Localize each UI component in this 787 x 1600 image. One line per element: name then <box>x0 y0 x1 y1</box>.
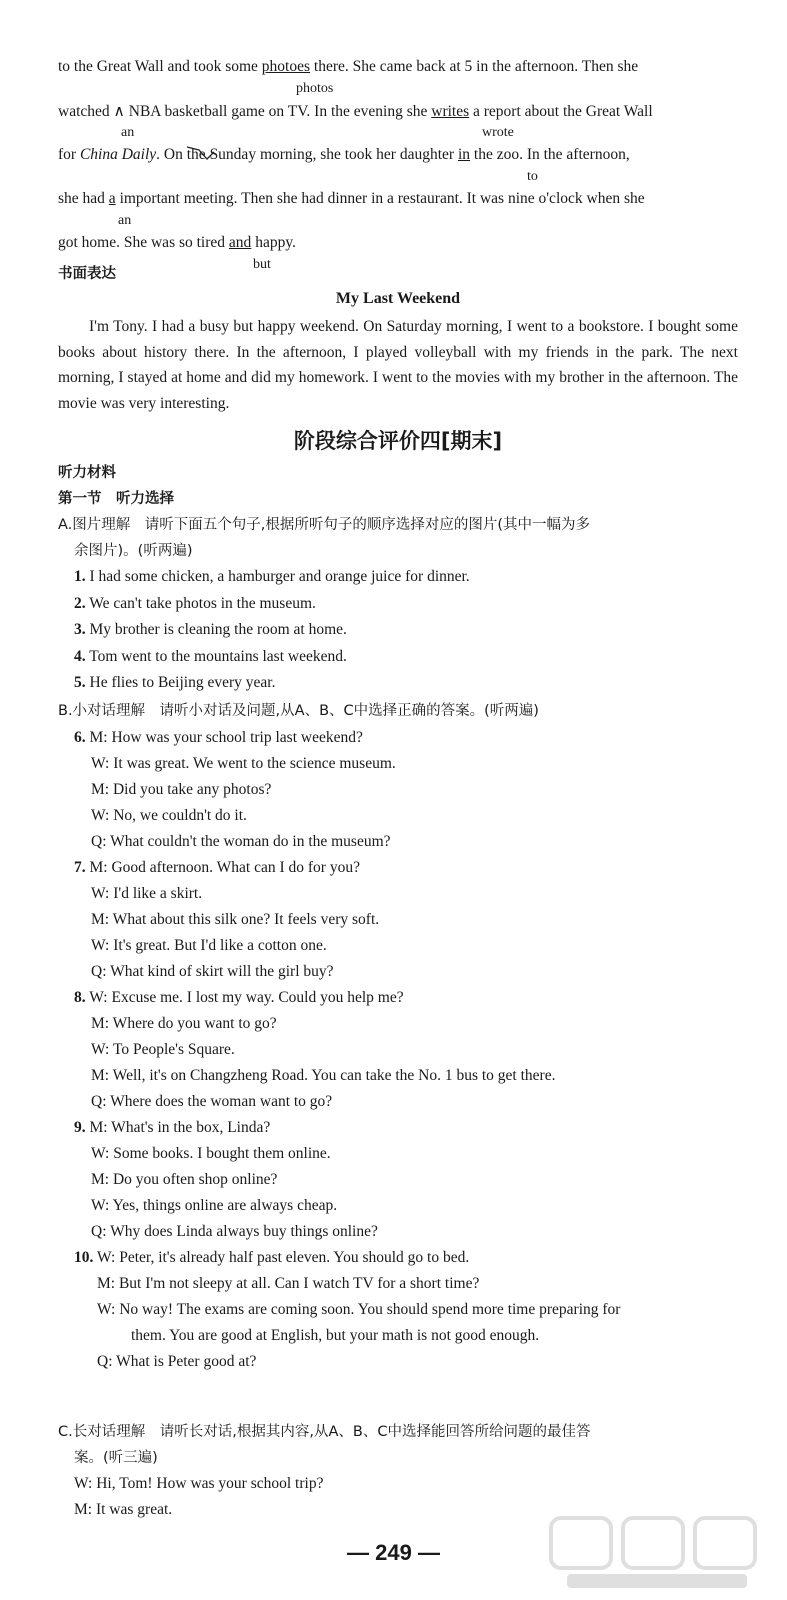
item-number: 6. <box>74 729 86 746</box>
listening-sentence <box>74 646 347 668</box>
dialogue-text: W: It was great. We went to the science museum. <box>91 755 396 772</box>
dialogue-text: W: No, we couldn't do it. <box>91 807 247 824</box>
dialogue-line <box>74 727 363 749</box>
dialogue-text: Q: What kind of skirt will the girl buy? <box>91 963 334 980</box>
dialogue-line <box>74 857 360 879</box>
sentence-text: He flies to Beijing every year. <box>85 674 276 691</box>
dialogue-line <box>91 805 247 827</box>
item-number: 3. <box>74 621 86 638</box>
dialogue-text: M: Where do you want to go? <box>91 1015 277 1032</box>
dialogue-text: M: Did you take any photos? <box>91 781 272 798</box>
dialogue-line <box>97 1273 479 1295</box>
dialogue-text: M: What's in the box, Linda? <box>89 1119 271 1136</box>
dialogue-line <box>91 935 327 957</box>
error-word: photoes <box>261 58 311 75</box>
watermark-logo-icon <box>547 1512 767 1592</box>
dialogue-line: W: Hi, Tom! How was your school trip? <box>74 1475 324 1492</box>
listening-label: 听力材料 <box>58 465 116 481</box>
error-word: writes <box>431 103 470 120</box>
listening-sentence <box>74 672 275 694</box>
dialogue-line <box>91 1221 378 1243</box>
sentence-text: We can't take photos in the museum. <box>85 594 316 612</box>
dialogue-text: W: To People's Square. <box>91 1041 235 1058</box>
dialogue-text: W: No way! The exams are coming soon. You should spend more time preparing for <box>97 1301 621 1318</box>
dialogue-line <box>74 1117 270 1139</box>
correction-line-4: she had a important meeting. Then she had dinner in a restaurant. It was nine o'clock when she an <box>58 188 738 232</box>
dialogue-line <box>91 1169 277 1191</box>
dialogue-text: Q: What is Peter good at? <box>97 1353 257 1370</box>
error-word: in <box>457 146 471 163</box>
dialogue-text: them. You are good at English, but your math is not good enough. <box>131 1327 540 1344</box>
essay-body: I'm Tony. I had a busy but happy weekend. On Saturday morning, I went to a bookstore. I bought some books about history there. In the afternoon, I played volleyball with my friends in the park. The next morning, I stayed at home and did my homework. I went to the movies with my brother in the afternoon. The movie was very interesting. <box>58 318 738 412</box>
listening-sentence <box>74 566 470 588</box>
correction-word: wrote <box>482 125 514 140</box>
section-c-instruction: C.长对话理解 请听长对话,根据其内容,从A、B、C中选择能回答所给问题的最佳答 <box>58 1424 591 1440</box>
correction-word: an <box>121 125 135 140</box>
listening-sentence <box>74 593 316 615</box>
dialogue-line <box>91 1091 332 1113</box>
dialogue-text: Q: Why does Linda always buy things online? <box>91 1223 378 1240</box>
dialogue-text: M: What about this silk one? It feels very soft. <box>91 911 380 928</box>
dialogue-line <box>91 1065 555 1087</box>
dialogue-text: Q: What couldn't the woman do in the museum? <box>91 833 391 850</box>
dialogue-line <box>131 1325 539 1347</box>
dialogue-line <box>74 1247 469 1269</box>
item-number: 8. <box>74 989 86 1006</box>
dialogue-line <box>91 831 391 853</box>
dialogue-line <box>91 1039 235 1061</box>
correction-word: to <box>527 169 538 184</box>
dialogue-text: M: Do you often shop online? <box>91 1171 278 1188</box>
sentence-text: Tom went to the mountains last weekend. <box>85 647 347 665</box>
correction-line-2: watched ∧ NBA basketball game on TV. In the evening she writes a report about the Great Wall an wrote <box>58 100 738 144</box>
dialogue-text: W: Some books. I bought them online. <box>91 1145 331 1162</box>
correction-line-1: to the Great Wall and took some photoes there. She came back at 5 in the afternoon. Then she photos <box>58 56 738 100</box>
item-number: 2. <box>74 594 86 612</box>
correction-passage <box>58 56 738 276</box>
correction-line-3: for China Daily. On the Sunday morning, she took her daughter in the zoo. In the afternoon, to <box>58 144 738 188</box>
dialogue-text: W: I'd like a skirt. <box>91 885 203 902</box>
insert-caret-icon: ∧ <box>113 102 125 120</box>
stage-title: 阶段综合评价四[期末] <box>293 429 503 453</box>
dialogue-line <box>91 1143 331 1165</box>
dialogue-text: M: Well, it's on Changzheng Road. You can take the No. 1 bus to get there. <box>91 1067 556 1084</box>
item-number: 7. <box>74 859 86 876</box>
dialogue-line <box>91 753 396 775</box>
dialogue-line <box>91 779 271 801</box>
dialogue-line <box>91 909 379 931</box>
correction-word: but <box>253 257 271 272</box>
sentence-text: I had some chicken, a hamburger and orange juice for dinner. <box>85 568 470 585</box>
dialogue-text: W: It's great. But I'd like a cotton one. <box>91 937 327 954</box>
listening-part-title: 第一节 听力选择 <box>58 491 174 507</box>
section-a-instruction-cont: 余图片)。(听两遍) <box>74 543 193 559</box>
sentence-text: My brother is cleaning the room at home. <box>85 621 347 638</box>
item-number: 4. <box>74 647 86 665</box>
dialogue-line <box>91 1013 277 1035</box>
dialogue-line <box>91 1195 337 1217</box>
delete-mark-icon <box>185 144 215 162</box>
dialogue-line: M: It was great. <box>74 1501 173 1518</box>
item-number: 1. <box>74 568 86 585</box>
dialogue-text: W: Yes, things online are always cheap. <box>91 1197 338 1214</box>
dialogue-line <box>97 1299 620 1321</box>
error-word: and <box>228 234 252 251</box>
section-a-instruction: A.图片理解 请听下面五个句子,根据所听句子的顺序选择对应的图片(其中一幅为多 <box>58 517 591 533</box>
item-number: 9. <box>74 1119 86 1136</box>
dialogue-line <box>91 883 202 905</box>
correction-line-5: got home. She was so tired and happy. but <box>58 232 738 276</box>
listening-sentence <box>74 619 347 641</box>
error-word: a <box>108 190 116 207</box>
writing-section-label: 书面表达 <box>58 266 116 282</box>
deleted-word: the <box>187 146 206 163</box>
essay-title: My Last Weekend <box>335 290 461 307</box>
dialogue-text: M: How was your school trip last weekend? <box>89 729 363 746</box>
correction-word: photos <box>296 81 334 96</box>
dialogue-text: M: Good afternoon. What can I do for you? <box>89 859 360 876</box>
dialogue-text: W: Excuse me. I lost my way. Could you help me? <box>89 989 404 1006</box>
section-b-instruction: B.小对话理解 请听小对话及问题,从A、B、C中选择正确的答案。(听两遍) <box>58 703 539 719</box>
item-number: 10. <box>74 1249 94 1266</box>
dialogue-text: W: Peter, it's already half past eleven. You should go to bed. <box>96 1249 470 1266</box>
dialogue-line <box>74 987 404 1009</box>
page-number: — 249 — <box>347 1540 440 1565</box>
section-c-instruction-cont: 案。(听三遍) <box>74 1450 158 1466</box>
dialogue-line <box>91 961 334 983</box>
item-number: 5. <box>74 674 86 691</box>
dialogue-line <box>97 1351 256 1373</box>
correction-word: an <box>118 213 132 228</box>
dialogue-text: M: But I'm not sleepy at all. Can I watch TV for a short time? <box>97 1275 480 1292</box>
dialogue-text: Q: Where does the woman want to go? <box>91 1093 333 1110</box>
